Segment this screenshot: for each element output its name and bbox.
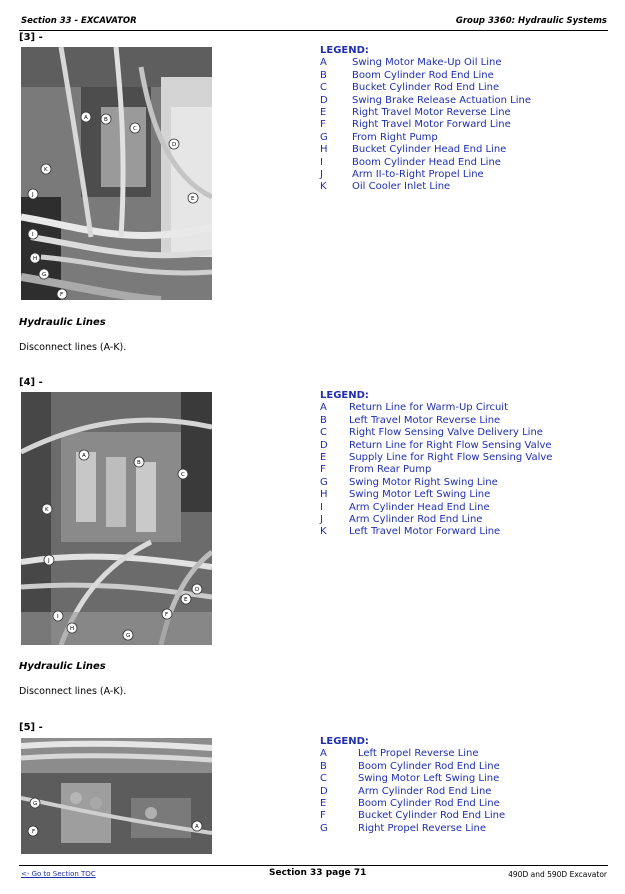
svg-text:B: B bbox=[104, 117, 108, 123]
legend-row bbox=[320, 489, 552, 501]
legend-row bbox=[320, 526, 552, 538]
legend-key: D bbox=[320, 439, 328, 451]
svg-text:G: G bbox=[42, 272, 47, 278]
legend-key: E bbox=[320, 107, 327, 119]
legend-row bbox=[320, 415, 552, 427]
legend-key: E bbox=[320, 798, 327, 810]
svg-text:I: I bbox=[32, 232, 34, 238]
legend-row bbox=[320, 477, 552, 489]
svg-text:B: B bbox=[137, 460, 141, 466]
step-5-photo bbox=[21, 738, 212, 854]
legend-key: F bbox=[320, 810, 326, 822]
svg-text:K: K bbox=[45, 507, 49, 513]
legend-row bbox=[320, 107, 531, 119]
legend-key: B bbox=[320, 69, 327, 81]
toc-link[interactable]: <- Go to Section TOC bbox=[21, 870, 96, 878]
page-number: Section 33 page 71 bbox=[269, 868, 367, 878]
legend-key: G bbox=[320, 822, 328, 834]
legend-title: LEGEND: bbox=[320, 45, 369, 56]
step-3-instruction: Disconnect lines (A-K). bbox=[19, 342, 127, 353]
legend-text: Boom Cylinder Head End Line bbox=[352, 156, 501, 168]
legend-key: E bbox=[320, 452, 327, 464]
legend-text: Right Flow Sensing Valve Delivery Line bbox=[349, 427, 543, 439]
svg-text:E: E bbox=[184, 597, 188, 603]
legend-key: B bbox=[320, 760, 327, 772]
legend-key: D bbox=[320, 94, 328, 106]
step-3-legend bbox=[320, 45, 531, 194]
legend-text: Right Travel Motor Reverse Line bbox=[352, 107, 511, 119]
step-label-5: [5] - bbox=[19, 722, 43, 733]
svg-text:K: K bbox=[44, 167, 48, 173]
legend-row bbox=[320, 786, 505, 798]
legend-row bbox=[320, 82, 531, 94]
legend-row bbox=[320, 402, 552, 414]
legend-row bbox=[320, 181, 531, 193]
legend-text: Left Travel Motor Reverse Line bbox=[349, 414, 501, 426]
legend-key: F bbox=[320, 119, 326, 131]
legend-row bbox=[320, 773, 505, 785]
legend-row bbox=[320, 502, 552, 514]
legend-key: G bbox=[320, 476, 328, 488]
legend-key: C bbox=[320, 82, 327, 94]
page-header bbox=[21, 16, 607, 30]
legend-text: Swing Brake Release Actuation Line bbox=[352, 94, 532, 106]
legend-key: I bbox=[320, 156, 323, 168]
legend-row bbox=[320, 464, 552, 476]
legend-row bbox=[320, 810, 505, 822]
legend-row bbox=[320, 157, 531, 169]
legend-key: K bbox=[320, 181, 327, 193]
svg-text:I: I bbox=[57, 614, 59, 620]
svg-text:G: G bbox=[126, 633, 131, 639]
legend-key: A bbox=[320, 57, 327, 69]
footer-rule bbox=[19, 865, 608, 866]
legend-key: A bbox=[320, 402, 327, 414]
step-4-legend bbox=[320, 390, 552, 539]
legend-key: J bbox=[320, 169, 323, 181]
svg-text:J: J bbox=[32, 192, 34, 198]
step-5-legend bbox=[320, 736, 505, 835]
step-label-4: [4] - bbox=[19, 377, 43, 388]
legend-row bbox=[320, 761, 505, 773]
section-title: Section 33 - EXCAVATOR bbox=[21, 16, 137, 26]
legend-text: Supply Line for Right Flow Sensing Valve bbox=[349, 452, 553, 464]
svg-text:A: A bbox=[84, 115, 88, 121]
header-rule bbox=[19, 30, 608, 31]
legend-text: Right Propel Reverse Line bbox=[358, 822, 487, 834]
legend-key: A bbox=[320, 748, 327, 760]
legend-key: C bbox=[320, 773, 327, 785]
legend-text: Arm II-to-Right Propel Line bbox=[352, 169, 484, 181]
legend-row bbox=[320, 70, 531, 82]
legend-text: Swing Motor Make-Up Oil Line bbox=[352, 57, 502, 69]
legend-row bbox=[320, 119, 531, 131]
step-3-photo bbox=[21, 47, 212, 300]
svg-text:C: C bbox=[133, 126, 137, 132]
legend-key: H bbox=[320, 144, 328, 156]
legend-row bbox=[320, 427, 552, 439]
legend-text: Oil Cooler Inlet Line bbox=[352, 181, 451, 193]
legend-row bbox=[320, 440, 552, 452]
step-3-subheading: Hydraulic Lines bbox=[19, 317, 106, 328]
legend-key: J bbox=[320, 514, 323, 526]
group-title: Group 3360: Hydraulic Systems bbox=[455, 16, 607, 26]
legend-row bbox=[320, 452, 552, 464]
svg-text:D: D bbox=[195, 587, 200, 593]
legend-text: Bucket Cylinder Head End Line bbox=[352, 144, 507, 156]
svg-text:D: D bbox=[172, 142, 177, 148]
legend-key: F bbox=[320, 464, 326, 476]
legend-text: Arm Cylinder Rod End Line bbox=[358, 785, 492, 797]
svg-text:F: F bbox=[165, 612, 169, 618]
svg-text:J: J bbox=[48, 558, 50, 564]
legend-key: H bbox=[320, 489, 328, 501]
svg-text:A: A bbox=[195, 824, 199, 830]
svg-text:A: A bbox=[82, 453, 86, 459]
legend-row bbox=[320, 748, 505, 760]
legend-text: From Right Pump bbox=[352, 131, 438, 143]
page-footer bbox=[21, 868, 607, 882]
legend-text: Swing Motor Left Swing Line bbox=[349, 489, 491, 501]
legend-key: G bbox=[320, 131, 328, 143]
legend-key: I bbox=[320, 501, 323, 513]
legend-text: Left Propel Reverse Line bbox=[358, 748, 479, 760]
legend-text: Return Line for Warm-Up Circuit bbox=[349, 402, 509, 414]
step-4-instruction: Disconnect lines (A-K). bbox=[19, 686, 127, 697]
legend-text: Boom Cylinder Rod End Line bbox=[358, 760, 500, 772]
legend-title: LEGEND: bbox=[320, 736, 369, 747]
legend-text: Bucket Cylinder Rod End Line bbox=[352, 82, 500, 94]
legend-text: Boom Cylinder Rod End Line bbox=[352, 69, 494, 81]
step-4-photo bbox=[21, 392, 212, 645]
svg-text:F: F bbox=[60, 292, 64, 298]
legend-title: LEGEND: bbox=[320, 390, 369, 401]
legend-row bbox=[320, 169, 531, 181]
step-label-3: [3] - bbox=[19, 32, 43, 43]
svg-text:E: E bbox=[191, 196, 195, 202]
legend-row bbox=[320, 823, 505, 835]
legend-row bbox=[320, 95, 531, 107]
legend-row bbox=[320, 514, 552, 526]
svg-text:F: F bbox=[32, 829, 36, 835]
svg-text:C: C bbox=[181, 472, 185, 478]
legend-key: D bbox=[320, 785, 328, 797]
legend-text: Return Line for Right Flow Sensing Valve bbox=[349, 439, 552, 451]
model-label: 490D and 590D Excavator bbox=[508, 870, 607, 879]
legend-row bbox=[320, 798, 505, 810]
legend-key: K bbox=[320, 526, 327, 538]
legend-row bbox=[320, 132, 531, 144]
legend-text: Swing Motor Right Swing Line bbox=[349, 476, 498, 488]
legend-text: Arm Cylinder Rod End Line bbox=[349, 514, 483, 526]
step-4-subheading: Hydraulic Lines bbox=[19, 661, 106, 672]
legend-text: Arm Cylinder Head End Line bbox=[349, 501, 490, 513]
legend-text: Bucket Cylinder Rod End Line bbox=[358, 810, 506, 822]
legend-text: From Rear Pump bbox=[349, 464, 432, 476]
legend-row bbox=[320, 57, 531, 69]
svg-text:H: H bbox=[33, 256, 38, 262]
svg-text:H: H bbox=[70, 626, 75, 632]
legend-text: Right Travel Motor Forward Line bbox=[352, 119, 511, 131]
legend-text: Left Travel Motor Forward Line bbox=[349, 526, 501, 538]
legend-key: C bbox=[320, 427, 327, 439]
legend-text: Boom Cylinder Rod End Line bbox=[358, 798, 500, 810]
legend-text: Swing Motor Left Swing Line bbox=[358, 773, 500, 785]
svg-text:G: G bbox=[33, 801, 38, 807]
legend-key: B bbox=[320, 414, 327, 426]
legend-row bbox=[320, 144, 531, 156]
